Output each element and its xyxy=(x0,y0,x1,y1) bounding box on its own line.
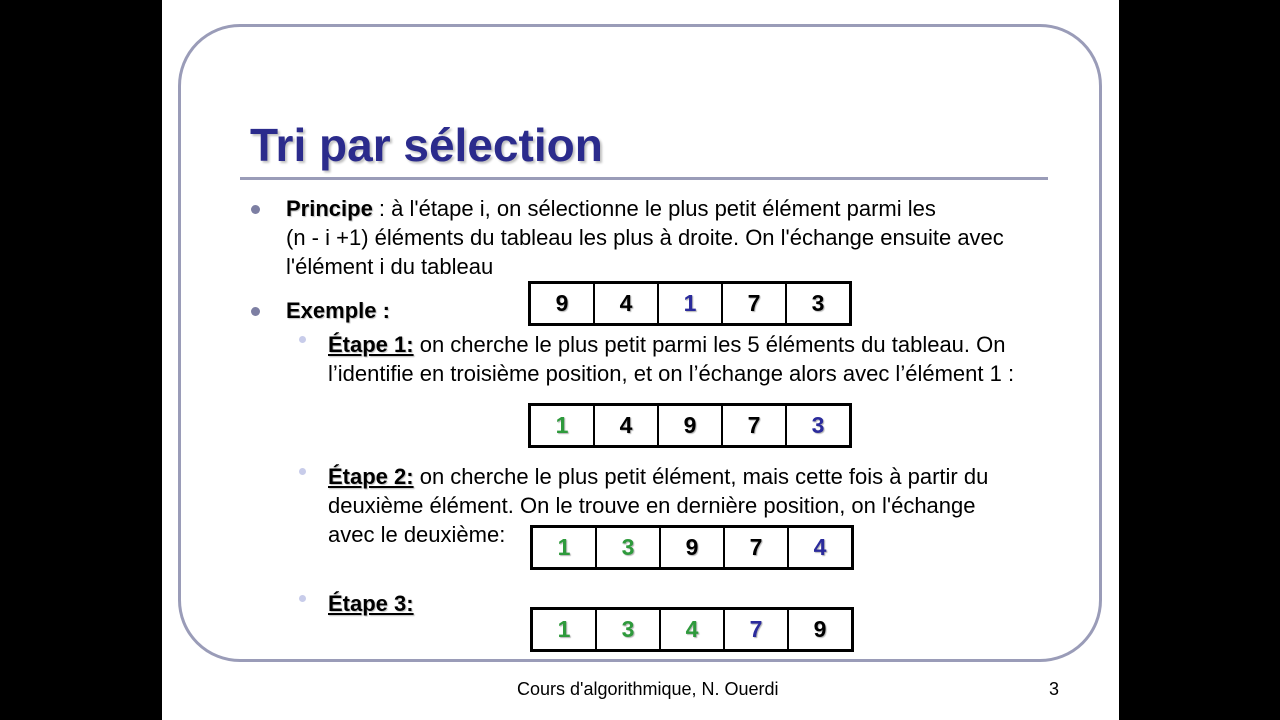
step-1-text-1: on cherche le plus petit parmi les 5 éléments du tableau. On xyxy=(413,332,1006,357)
principle-line-1 xyxy=(286,194,936,223)
example-label: Exemple : xyxy=(286,298,390,323)
step-2-array xyxy=(530,525,854,570)
step-3-line-1 xyxy=(328,589,414,618)
step-2-line-2: deuxième élément. On le trouve en dernière position, on l'échange xyxy=(328,493,976,518)
step-1-array-cell-5: 3 xyxy=(786,405,851,447)
initial-array-cell-3: 1 xyxy=(658,283,722,325)
principle-text-1: : à l'étape i, on sélectionne le plus petit élément parmi les xyxy=(372,196,936,221)
step-2-array-cell-4: 7 xyxy=(724,527,788,569)
step-2-line-3: avec le deuxième: xyxy=(328,522,506,547)
title-underline xyxy=(240,177,1048,180)
footer-course: Cours d'algorithmique, N. Ouerdi xyxy=(517,679,779,699)
step-2-array-cell-2: 3 xyxy=(596,527,660,569)
bullet-principle xyxy=(251,205,260,214)
step-2-line-1 xyxy=(328,462,988,491)
step-1-label: Étape 1: xyxy=(328,332,414,357)
bullet-step-1 xyxy=(299,336,306,343)
page-number: 3 xyxy=(1049,679,1060,699)
principle-line-2: (n - i +1) éléments du tableau les plus à droite. On l'échange ensuite avec xyxy=(286,225,1004,250)
step-1-line-2: l’identifie en troisième position, et on l’échange alors avec l’élément 1 : xyxy=(328,361,1015,386)
step-1-array-cell-4: 7 xyxy=(722,405,786,447)
step-1-array xyxy=(528,403,852,448)
step-2-array-cell-3: 9 xyxy=(660,527,724,569)
step-1-line-1 xyxy=(328,330,1006,359)
initial-array xyxy=(528,281,852,326)
step-3-array-cell-4: 7 xyxy=(724,609,788,651)
slide xyxy=(162,0,1119,720)
step-1-array-cell-3: 9 xyxy=(658,405,722,447)
principle-label: Principe xyxy=(286,196,373,221)
initial-array-cell-5: 3 xyxy=(786,283,851,325)
step-1-array-cell-1: 1 xyxy=(530,405,595,447)
step-3-label: Étape 3: xyxy=(328,591,414,616)
step-2-array-cell-5: 4 xyxy=(788,527,853,569)
initial-array-cell-1: 9 xyxy=(530,283,595,325)
step-2-text-1: on cherche le plus petit élément, mais cette fois à partir du xyxy=(413,464,989,489)
initial-array-cell-2: 4 xyxy=(594,283,658,325)
step-3-array-cell-5: 9 xyxy=(788,609,853,651)
step-3-array-cell-2: 3 xyxy=(596,609,660,651)
step-3-array-cell-1: 1 xyxy=(532,609,597,651)
bullet-step-2 xyxy=(299,468,306,475)
step-1-array-cell-2: 4 xyxy=(594,405,658,447)
step-3-array xyxy=(530,607,854,652)
slide-title: Tri par sélection xyxy=(250,119,603,171)
bullet-step-3 xyxy=(299,595,306,602)
step-2-array-cell-1: 1 xyxy=(532,527,597,569)
bullet-example xyxy=(251,307,260,316)
step-3-array-cell-3: 4 xyxy=(660,609,724,651)
initial-array-cell-4: 7 xyxy=(722,283,786,325)
step-2-label: Étape 2: xyxy=(328,464,414,489)
principle-line-3: l'élément i du tableau xyxy=(286,254,494,279)
